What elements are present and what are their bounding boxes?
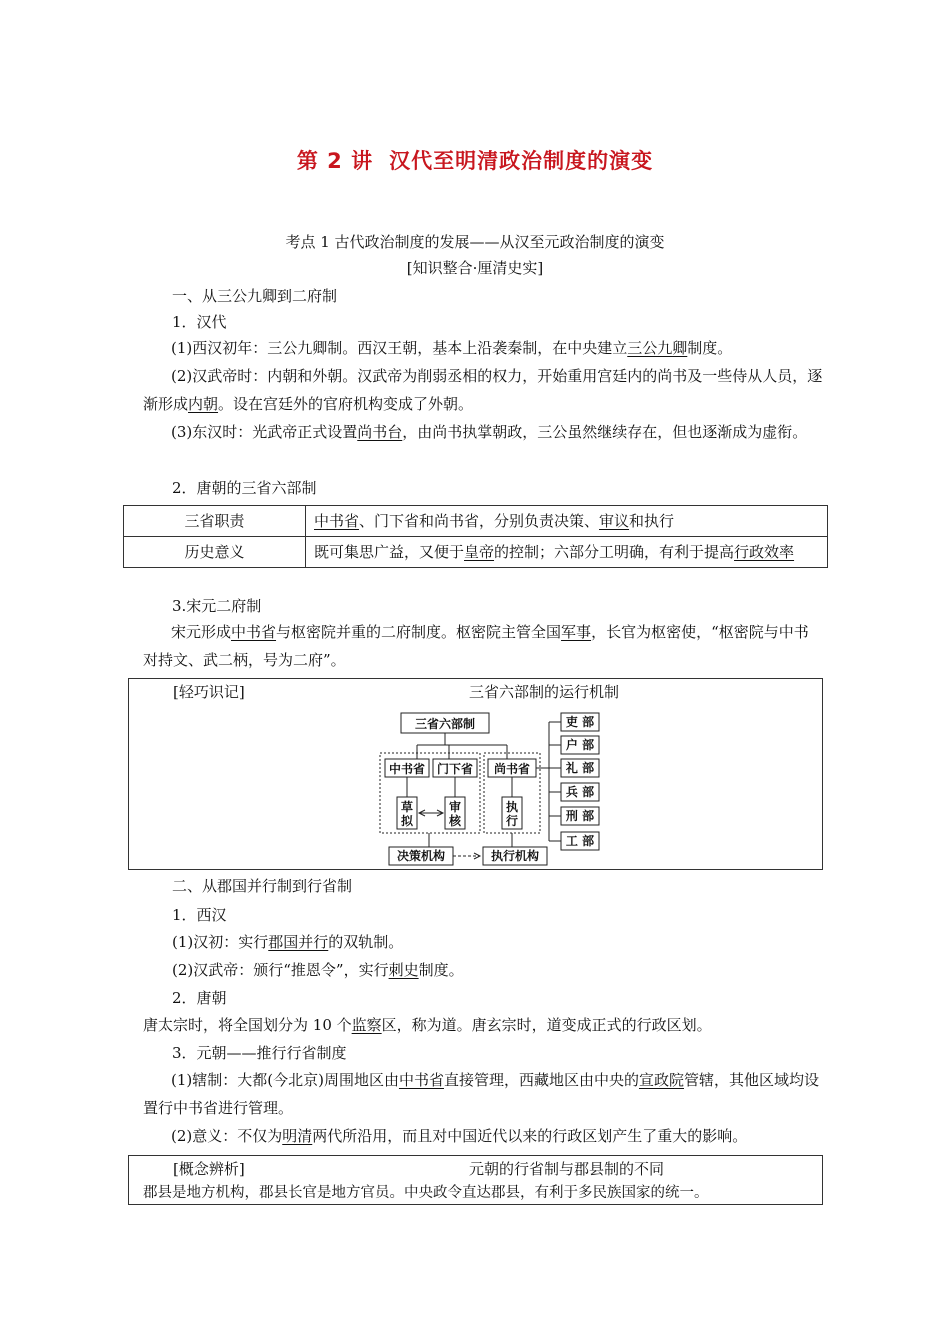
lesson-topic: 汉代至明清政治制度的演变 [389, 149, 654, 173]
s1-paragraph-4: 宋元形成中书省与枢密院并重的二府制度。枢密院主管全国军事，长官为枢密使，“枢密院与中书对持文、武二柄，号为二府”。 [143, 623, 809, 669]
sansheng-table [123, 505, 828, 568]
zhixing-label: 执行机构 [490, 849, 540, 863]
sansheng-diagram [129, 679, 822, 869]
s1-paragraph-2: (2)汉武帝时：内朝和外朝。汉武帝为削弱丞相的权力，开始重用宫廷内的尚书及一些侍从人员，逐渐形成内朝。设在宫廷外的官府机构变成了外朝。 [143, 367, 823, 413]
shangshu-label: 尚书省 [493, 762, 531, 776]
concept-box-title: 元朝的行省制与郡县制的不同 [469, 1160, 665, 1178]
s2-tang-heading: 2．唐朝 [172, 989, 227, 1007]
concept-box-tag: [概念辨析] [173, 1160, 245, 1178]
menxia-label: 门下省 [436, 762, 474, 776]
bu-label: 兵 部 [565, 785, 595, 799]
s2-paragraph-1: (1)汉初：实行郡国并行的双轨制。 [172, 933, 404, 951]
lesson-number: 第 2 讲 [296, 149, 374, 173]
table-row-head: 历史意义 [124, 537, 306, 568]
bu-label: 工 部 [565, 834, 595, 848]
section-tag: [知识整合·厘清史实] [406, 259, 544, 277]
bu-label: 刑 部 [565, 809, 595, 823]
zhi-label-2: 行 [505, 814, 519, 828]
juece-label: 决策机构 [396, 849, 446, 863]
memory-box-title: 三省六部制的运行机制 [469, 683, 620, 701]
bu-label: 吏 部 [565, 715, 595, 729]
table-row [124, 506, 828, 537]
memory-box [128, 678, 823, 870]
table-row [124, 537, 828, 568]
bu-label: 户 部 [565, 738, 595, 752]
s1-paragraph-3: (3)东汉时：光武帝正式设置尚书台，由尚书执掌朝政，三公虽然继续存在，但也逐渐成为虚衔。 [171, 423, 808, 441]
zhi-label-1: 执 [505, 800, 519, 814]
zhongshu-label: 中书省 [388, 762, 426, 776]
s1-han-heading: 1．汉代 [172, 313, 227, 331]
concept-box [128, 1155, 823, 1205]
top-label: 三省六部制 [414, 717, 476, 731]
s2-paragraph-5: (2)意义：不仅为明清两代所沿用，而且对中国近代以来的行政区划产生了重大的影响。 [171, 1127, 748, 1145]
table-cell: 既可集思广益，又便于皇帝的控制；六部分工明确，有利于提高行政效率 [306, 537, 828, 568]
page-title [0, 145, 950, 175]
cao-label-2: 拟 [400, 814, 414, 828]
memory-box-tag: [轻巧识记] [173, 683, 245, 701]
concept-box-text: 郡县是地方机构，郡县长官是地方官员。中央政令直达郡县，有利于多民族国家的统一。 [143, 1185, 709, 1201]
s1-song-heading: 3.宋元二府制 [172, 597, 262, 615]
s1-tang-heading: 2．唐朝的三省六部制 [172, 479, 317, 497]
shen-label-1: 审 [448, 800, 462, 814]
s2-paragraph-4: (1)辖制：大都(今北京)周围地区由中书省直接管理，西藏地区由中央的宣政院管辖，其他区域均设置行中书省进行管理。 [143, 1071, 820, 1117]
table-cell: 中书省、门下省和尚书省，分别负责决策、审议和执行 [306, 506, 828, 537]
table-row-head: 三省职责 [124, 506, 306, 537]
s2-paragraph-3: 唐太宗时，将全国划分为 10 个监察区，称为道。唐玄宗时，道变成正式的行政区划。 [143, 1016, 712, 1034]
bu-label: 礼 部 [565, 761, 595, 775]
s2-xihan-heading: 1．西汉 [172, 906, 227, 924]
s1-heading: 一、从三公九卿到二府制 [172, 287, 338, 305]
s1-paragraph-1: (1)西汉初年：三公九卿制。西汉王朝，基本上沿袭秦制，在中央建立三公九卿制度。 [171, 339, 733, 357]
shen-label-2: 核 [448, 814, 462, 828]
s2-heading: 二、从郡国并行制到行省制 [172, 877, 353, 895]
s2-paragraph-2: (2)汉武帝：颁行“推恩令”，实行刺史制度。 [172, 961, 464, 979]
cao-label-1: 草 [400, 800, 414, 814]
s2-yuan-heading: 3．元朝——推行行省制度 [172, 1044, 347, 1062]
kaodian-heading: 考点 1 古代政治制度的发展——从汉至元政治制度的演变 [285, 233, 665, 251]
